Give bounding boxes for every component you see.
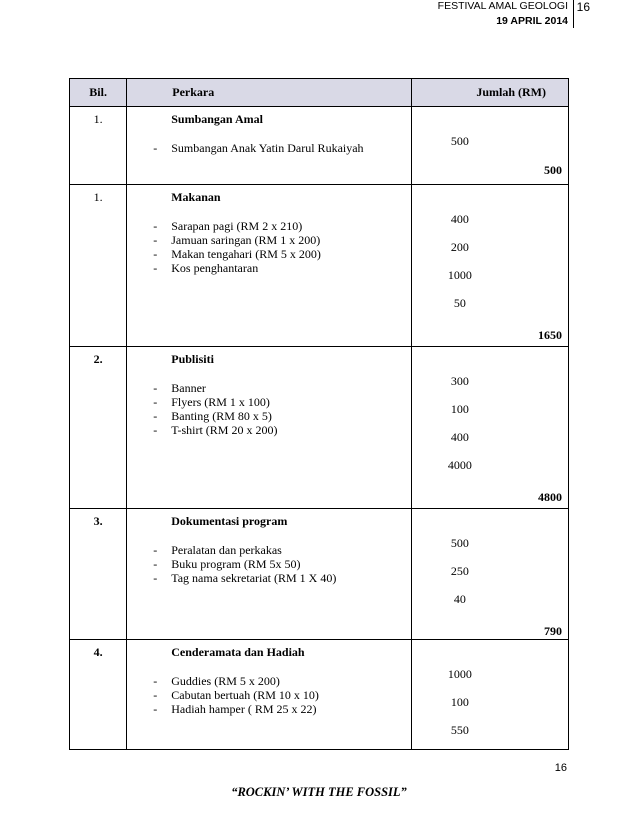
- footer-tagline: “ROCKIN’ WITH THE FOSSIL”: [231, 785, 407, 799]
- item-amount: 4000: [447, 458, 472, 472]
- list-item: [153, 381, 410, 395]
- bullet-dash: -: [153, 233, 158, 247]
- item-label: Hadiah hamper ( RM 25 x 22): [171, 702, 317, 716]
- budget-table: [69, 78, 569, 750]
- document-date: 19 APRIL 2014: [496, 15, 568, 27]
- table-row: [70, 347, 569, 509]
- item-amount: 300: [450, 374, 469, 388]
- amount-list: [412, 107, 568, 149]
- section-title: Dokumentasi program: [171, 514, 288, 528]
- item-amount: 200: [450, 240, 469, 254]
- section-description-cell: [127, 509, 411, 640]
- list-item: [153, 233, 410, 247]
- item-amount: 100: [450, 695, 469, 709]
- section-number: 1.: [70, 107, 127, 185]
- document-title: FESTIVAL AMAL GEOLOGI: [437, 0, 568, 12]
- section-amount-cell: [411, 185, 568, 347]
- section-title: Makanan: [171, 190, 221, 204]
- bullet-dash: -: [153, 381, 158, 395]
- item-amount: 500: [450, 536, 469, 550]
- item-label: Banting (RM 80 x 5): [171, 409, 272, 423]
- item-label: Kos penghantaran: [171, 261, 259, 275]
- item-list: [127, 543, 410, 585]
- section-number: 2.: [70, 347, 127, 509]
- list-item: [153, 395, 410, 409]
- item-list: [127, 141, 410, 155]
- table-header-row: [70, 79, 569, 107]
- section-title: Sumbangan Amal: [171, 112, 263, 126]
- column-header-perkara: Perkara: [127, 79, 411, 107]
- bullet-dash: -: [153, 219, 158, 233]
- amount-list: [412, 509, 568, 607]
- list-item: [153, 688, 410, 702]
- item-label: Guddies (RM 5 x 200): [171, 674, 280, 688]
- item-label: Jamuan saringan (RM 1 x 200): [171, 233, 321, 247]
- list-item: [153, 702, 410, 716]
- list-item: [153, 674, 410, 688]
- table-row: [70, 107, 569, 185]
- item-amount: 1000: [447, 268, 472, 282]
- bullet-dash: -: [153, 674, 158, 688]
- section-amount-cell: [411, 640, 568, 750]
- table-row: [70, 509, 569, 640]
- footer-page-number: 16: [554, 762, 567, 774]
- item-amount: 550: [450, 723, 469, 737]
- table-row: [70, 185, 569, 347]
- item-label: T-shirt (RM 20 x 200): [171, 423, 278, 437]
- item-amount: 500: [450, 134, 469, 148]
- amount-list: [412, 347, 568, 473]
- section-description-cell: [127, 347, 411, 509]
- item-list: [127, 219, 410, 275]
- item-amount: 400: [450, 430, 469, 444]
- item-amount: 100: [450, 402, 469, 416]
- section-total: 790: [544, 624, 562, 638]
- list-item: [153, 543, 410, 557]
- list-item: [153, 423, 410, 437]
- section-description-cell: [127, 185, 411, 347]
- item-label: Flyers (RM 1 x 100): [171, 395, 270, 409]
- section-total: 4800: [538, 490, 562, 504]
- item-amount: 50: [453, 296, 466, 310]
- section-total: 500: [544, 163, 562, 177]
- section-number: 4.: [70, 640, 127, 750]
- bullet-dash: -: [153, 571, 158, 585]
- list-item: [153, 571, 410, 585]
- column-header-bil: Bil.: [70, 79, 127, 107]
- bullet-dash: -: [153, 423, 158, 437]
- section-amount-cell: [411, 347, 568, 509]
- item-label: Buku program (RM 5x 50): [171, 557, 301, 571]
- amount-list: [412, 640, 568, 738]
- bullet-dash: -: [153, 543, 158, 557]
- item-label: Makan tengahari (RM 5 x 200): [171, 247, 321, 261]
- list-item: [153, 261, 410, 275]
- item-label: Sumbangan Anak Yatin Darul Rukaiyah: [171, 141, 364, 155]
- header-divider: [573, 0, 574, 28]
- bullet-dash: -: [153, 688, 158, 702]
- item-list: [127, 381, 410, 437]
- table-row: [70, 640, 569, 750]
- section-amount-cell: [411, 509, 568, 640]
- bullet-dash: -: [153, 261, 158, 275]
- item-label: Peralatan dan perkakas: [171, 543, 282, 557]
- bullet-dash: -: [153, 557, 158, 571]
- section-number: 1.: [70, 185, 127, 347]
- list-item: [153, 219, 410, 233]
- item-amount: 250: [450, 564, 469, 578]
- item-list: [127, 674, 410, 716]
- item-label: Cabutan bertuah (RM 10 x 10): [171, 688, 319, 702]
- amount-list: [412, 185, 568, 311]
- section-total: 1650: [538, 328, 562, 342]
- item-amount: 400: [450, 212, 469, 226]
- item-label: Banner: [171, 381, 206, 395]
- header-page-number: 16: [576, 0, 590, 14]
- bullet-dash: -: [153, 395, 158, 409]
- item-label: Sarapan pagi (RM 2 x 210): [171, 219, 303, 233]
- section-number: 3.: [70, 509, 127, 640]
- bullet-dash: -: [153, 141, 158, 155]
- section-title: Cenderamata dan Hadiah: [171, 645, 305, 659]
- item-label: Tag nama sekretariat (RM 1 X 40): [171, 571, 337, 585]
- list-item: [153, 557, 410, 571]
- list-item: [153, 409, 410, 423]
- section-description-cell: [127, 107, 411, 185]
- item-amount: 1000: [447, 667, 472, 681]
- bullet-dash: -: [153, 247, 158, 261]
- section-title: Publisiti: [171, 352, 214, 366]
- column-header-jumlah: Jumlah (RM): [411, 79, 568, 107]
- bullet-dash: -: [153, 409, 158, 423]
- section-amount-cell: [411, 107, 568, 185]
- bullet-dash: -: [153, 702, 158, 716]
- item-amount: 40: [453, 592, 466, 606]
- list-item: [153, 247, 410, 261]
- list-item: [153, 141, 410, 155]
